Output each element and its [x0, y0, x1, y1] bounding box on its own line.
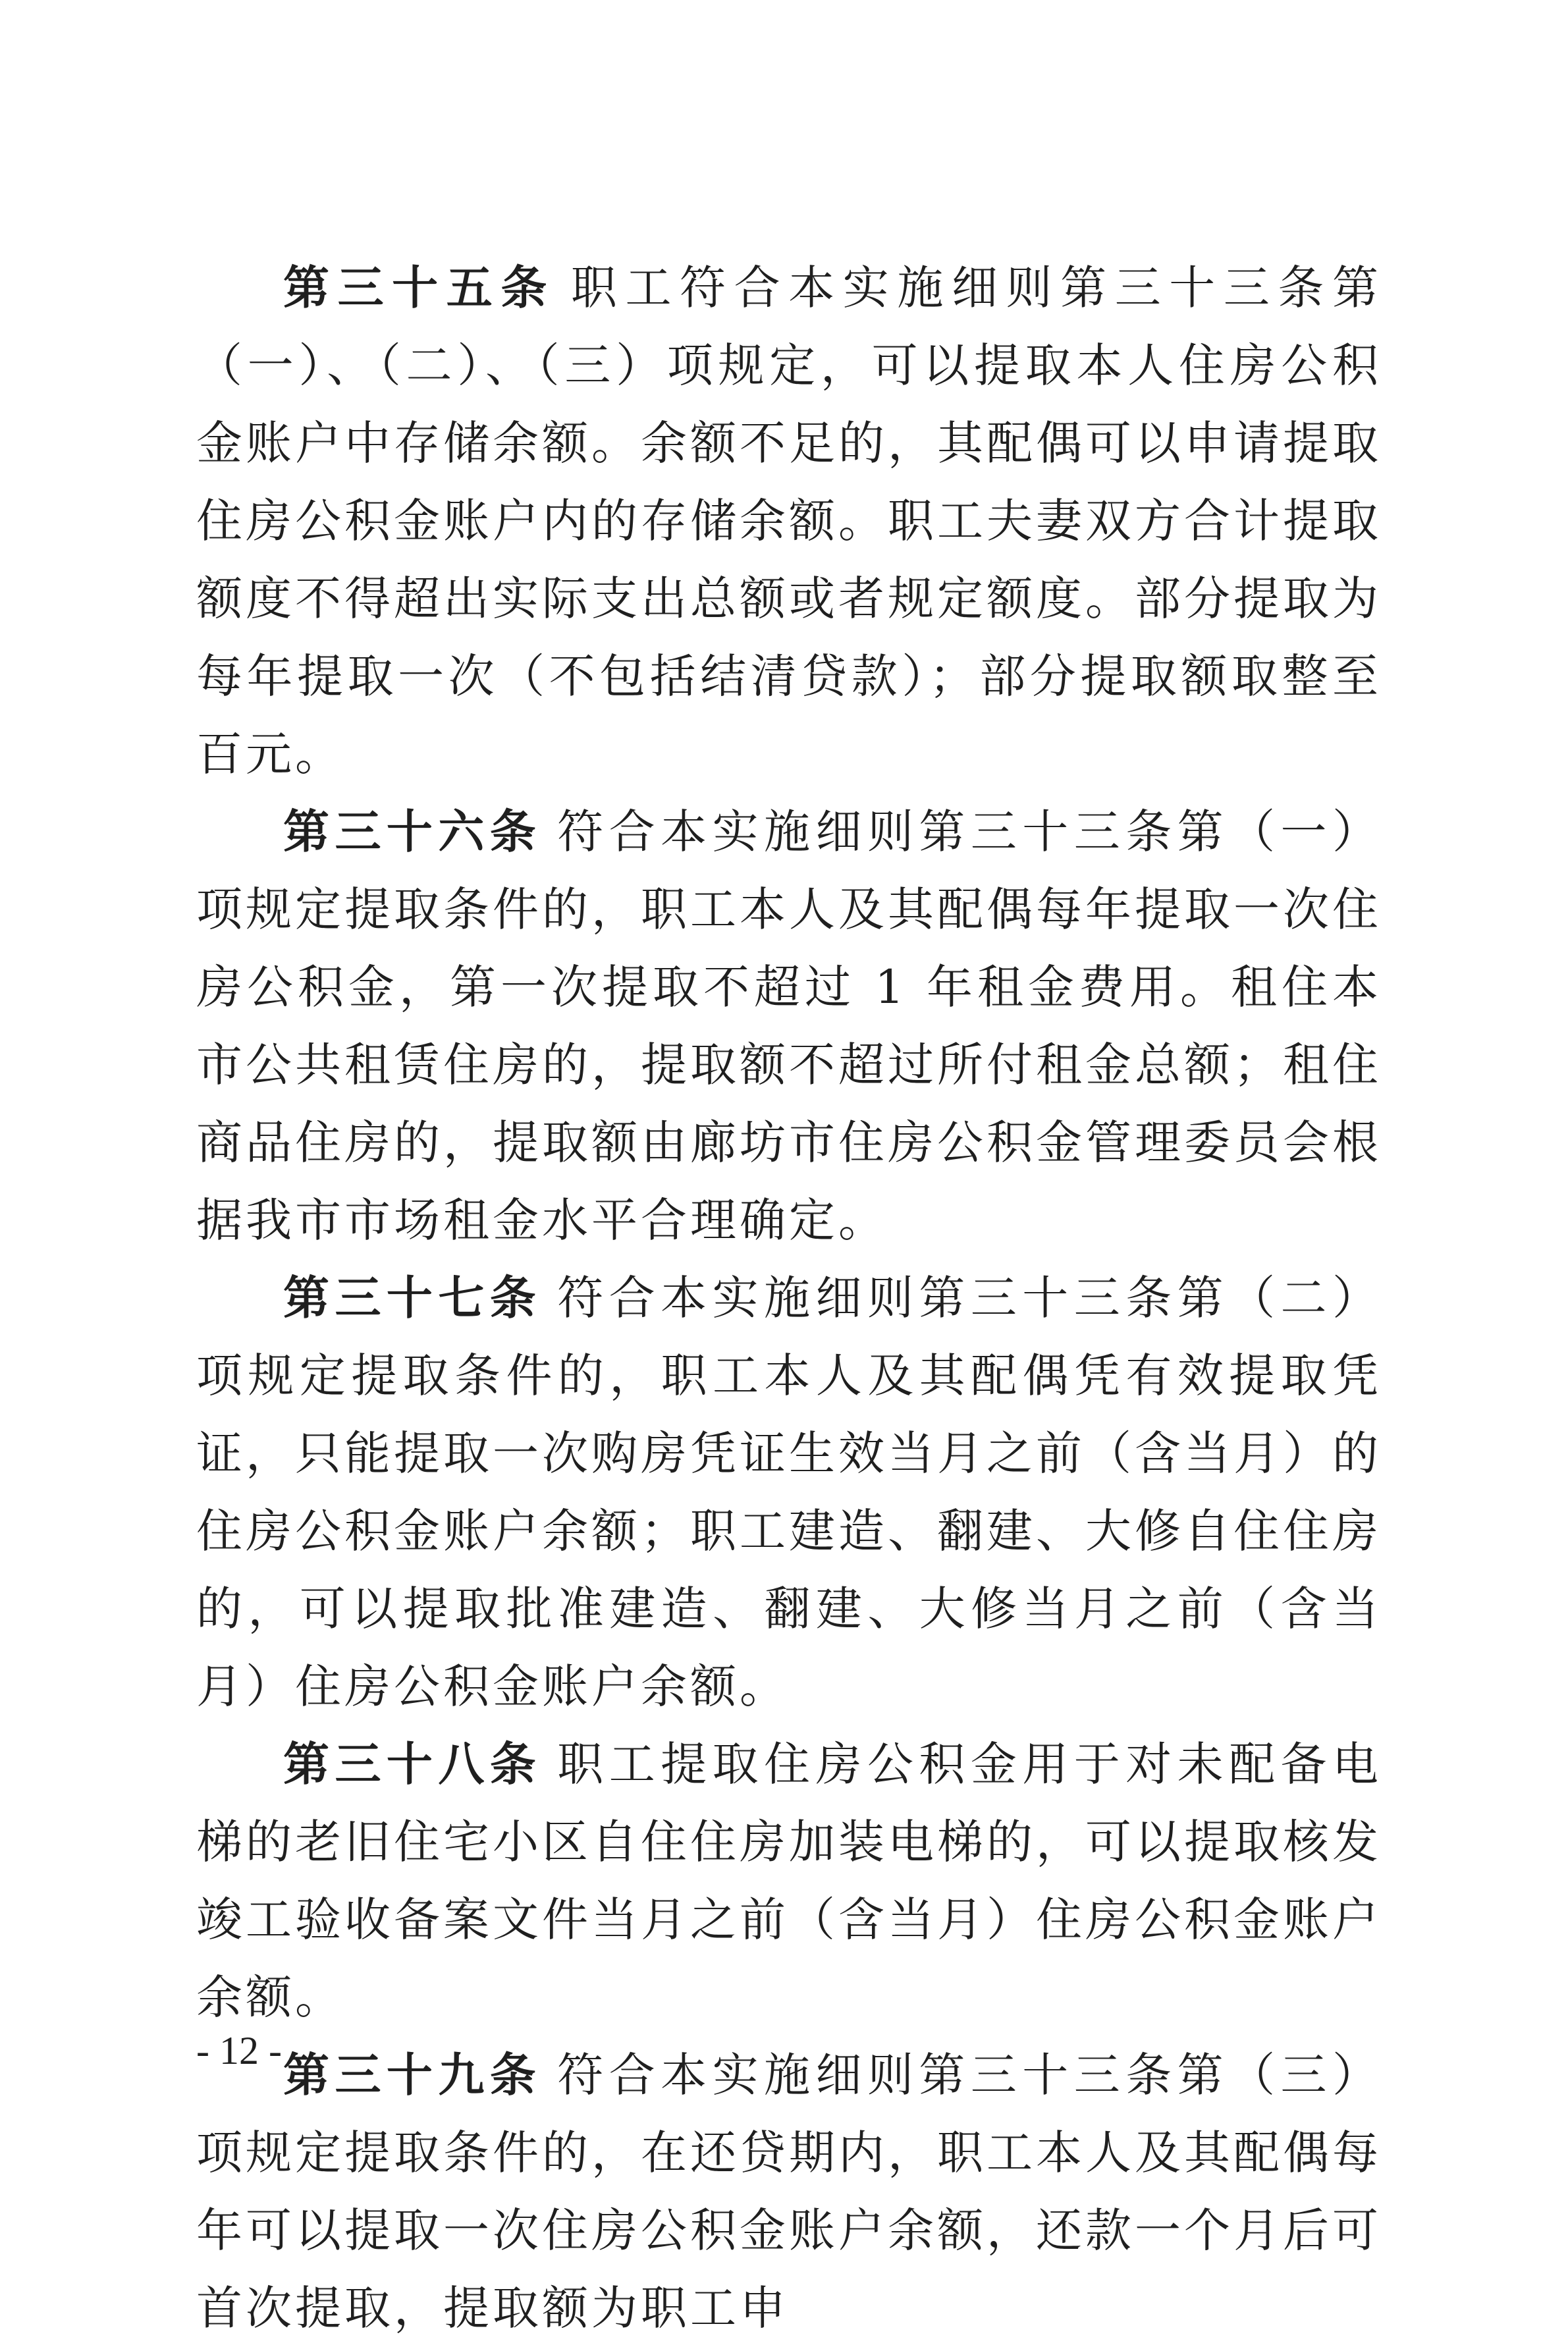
- article-title: 第三十六条: [283, 805, 542, 859]
- article-text: 职工提取住房公积金用于对未配备电梯的老旧住宅小区自住住房加装电梯的，可以提取核发竣工验收备案文件当月之前（含当月）住房公积金账户余额。: [196, 1737, 1382, 2024]
- page-number: - 12 -: [196, 2029, 282, 2072]
- article-36: [196, 793, 1382, 1259]
- article-text: 符合本实施细则第三十三条第（三）项规定提取条件的，在还贷期内，职工本人及其配偶每年可以提取一次住房公积金账户余额，还款一个月后可首次提取，提取额为职工申: [196, 2048, 1382, 2335]
- article-38: [196, 1725, 1382, 2036]
- article-text: 符合本实施细则第三十三条第（一）项规定提取条件的，职工本人及其配偶每年提取一次住房公积金，第一次提取不超过 1 年租金费用。租住本市公共租赁住房的，提取额不超过所付租金总额；租住商品住房的，提取额由廊坊市住房公积金管理委员会根据我市市场租金水平合理确定。: [196, 805, 1382, 1247]
- article-37: [196, 1259, 1382, 1725]
- article-title: 第三十八条: [283, 1737, 542, 1791]
- article-title: 第三十五条: [283, 261, 555, 315]
- article-text: 符合本实施细则第三十三条第（二）项规定提取条件的，职工本人及其配偶凭有效提取凭证，只能提取一次购房凭证生效当月之前（含当月）的住房公积金账户余额；职工建造、翻建、大修自住住房的，可以提取批准建造、翻建、大修当月之前（含当月）住房公积金账户余额。: [196, 1271, 1382, 1713]
- article-39: [196, 2036, 1382, 2347]
- article-title: 第三十九条: [283, 2048, 542, 2102]
- article-35: [196, 249, 1382, 793]
- article-title: 第三十七条: [283, 1271, 542, 1325]
- document-body: [196, 249, 1382, 2347]
- article-text: 职工符合本实施细则第三十三条第（一）、（二）、（三）项规定，可以提取本人住房公积金账户中存储余额。余额不足的，其配偶可以申请提取住房公积金账户内的存储余额。职工夫妻双方合计提取额度不得超出实际支出总额或者规定额度。部分提取为每年提取一次（不包括结清贷款）；部分提取额取整至百元。: [196, 261, 1382, 781]
